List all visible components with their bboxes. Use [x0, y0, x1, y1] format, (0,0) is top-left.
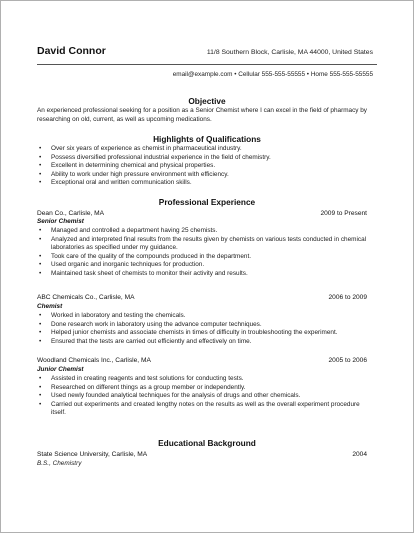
job-dates: 2005 to 2006 — [328, 357, 367, 364]
list-item: • Carried out experiments and created lengthy notes on the results as well as the overall experiment procedure itself. — [37, 401, 369, 418]
job-header — [37, 357, 367, 364]
qualifications-heading: Highlights of Qualifications — [153, 134, 261, 144]
list-item: • Worked in laboratory and testing the chemicals. — [37, 312, 369, 321]
candidate-address: 11/8 Southern Block, Carlisle, MA 44000, United States — [206, 49, 373, 56]
list-item: • Used newly founded analytical techniques for the analysis of drugs and other chemicals. — [37, 392, 369, 401]
list-item: • Helped junior chemists and associate chemists in times of difficulty in troubleshooting the experiment. — [37, 329, 369, 338]
list-item: • Maintained task sheet of chemists to monitor their activity and results. — [37, 270, 369, 279]
job-company: Dean Co., Carlisle, MA — [37, 210, 105, 217]
job-header — [37, 294, 367, 301]
education-school: State Science University, Carlisle, MA — [37, 451, 148, 458]
list-item: • Done research work in laboratory using the advance computer techniques. — [37, 321, 369, 330]
education-degree: B.S., Chemistry — [37, 460, 82, 467]
list-item: • Researched on different things as a group member or independently. — [37, 384, 369, 393]
qualifications-list — [37, 145, 369, 188]
resume-header — [37, 45, 373, 57]
education-year: 2004 — [352, 451, 367, 458]
job-company: Woodland Chemicals Inc., Carlisle, MA — [37, 357, 151, 364]
list-item: • Excellent in determining chemical and physical properties. — [37, 162, 369, 171]
list-item: • Possess diversified professional industrial experience in the field of chemistry. — [37, 154, 369, 163]
candidate-name: David Connor — [37, 45, 106, 57]
job-duties-list — [37, 375, 369, 418]
education-heading: Educational Background — [158, 438, 256, 448]
job-dates: 2006 to 2009 — [328, 294, 367, 301]
list-item: • Assisted in creating reagents and test solutions for conducting tests. — [37, 375, 369, 384]
job-role: Junior Chemist — [37, 366, 84, 373]
list-item: • Analyzed and interpreted final results from the results given by chemists on various tests conducted in chemical laboratories as specified under my guidance. — [37, 236, 369, 253]
list-item: • Used organic and inorganic techniques for production. — [37, 261, 369, 270]
experience-heading: Professional Experience — [158, 197, 256, 207]
job-duties-list — [37, 312, 369, 346]
list-item: • Over six years of experience as chemist in pharmaceutical industry. — [37, 145, 369, 154]
objective-heading: Objective — [188, 96, 226, 106]
job-role: Senior Chemist — [37, 218, 84, 225]
job-dates: 2009 to Present — [320, 210, 367, 217]
job-header — [37, 210, 367, 217]
objective-text: An experienced professional seeking for a position as a Senior Chemist where I can excel in the field of pharmacy by researching on old, current, as well as upcoming medications. — [37, 107, 368, 123]
list-item: • Exceptional oral and written communication skills. — [37, 179, 369, 188]
job-duties-list — [37, 227, 369, 279]
list-item: • Ensured that the tests are carried out efficiently and effectively on time. — [37, 338, 369, 347]
candidate-contact: email@example.com • Cellular 555-555-55555 • Home 555-555-55555 — [172, 71, 373, 78]
list-item: • Took care of the quality of the compounds produced in the department. — [37, 253, 369, 262]
job-company: ABC Chemicals Co., Carlisle, MA — [37, 294, 135, 301]
education-row — [37, 451, 367, 458]
list-item: • Managed and controlled a department having 25 chemists. — [37, 227, 369, 236]
job-role: Chemist — [37, 303, 63, 310]
header-divider — [37, 64, 377, 65]
list-item: • Ability to work under high pressure environment with efficiency. — [37, 171, 369, 180]
